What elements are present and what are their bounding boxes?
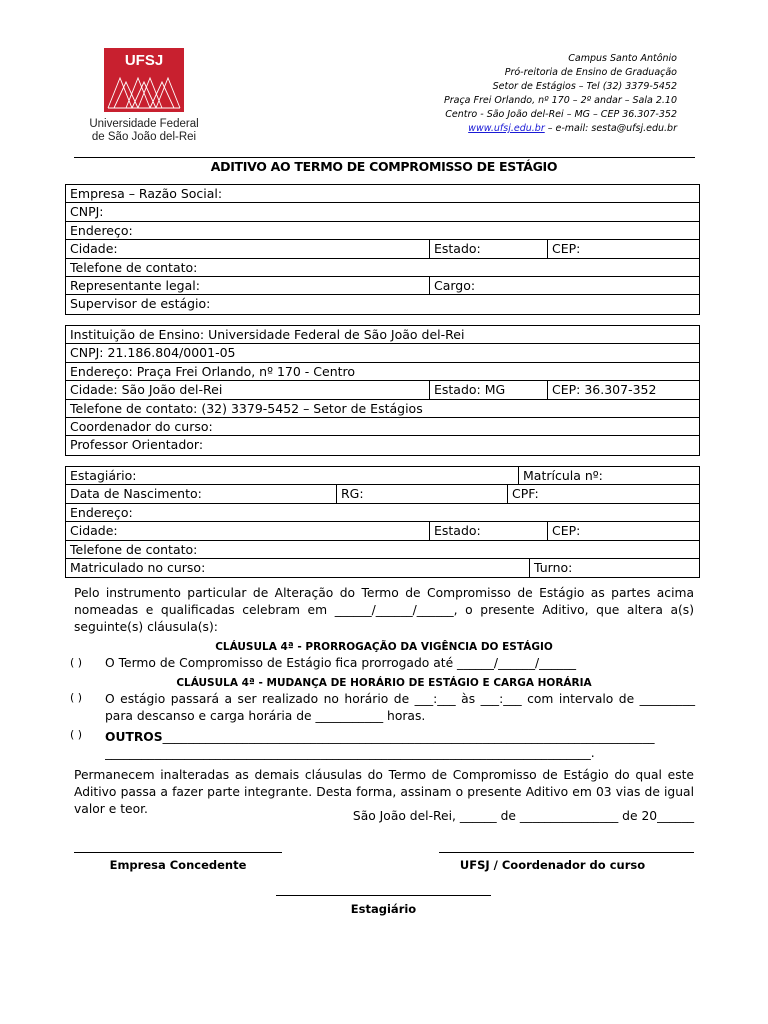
field-cep-empresa[interactable]: CEP:	[547, 240, 699, 257]
row-cidade-empresa	[66, 240, 699, 258]
clause-horario-title: CLÁUSULA 4ª - MUDANÇA DE HORÁRIO DE ESTÁGIO E CARGA HORÁRIA	[176, 677, 592, 689]
signature-label-estagiario: Estagiário	[350, 902, 417, 916]
header-campus: Campus Santo Antônio	[568, 53, 677, 64]
field-estado-ufsj: Estado: MG	[429, 381, 547, 398]
field-cidade-empresa[interactable]: Cidade:	[70, 241, 118, 257]
row-estagiario	[66, 467, 699, 485]
row-representante	[66, 277, 699, 295]
clause-prorrogacao-title: CLÁUSULA 4ª - PRORROGAÇÃO DA VIGÊNCIA DO ESTÁGIO	[215, 641, 553, 653]
header-contact-block	[377, 52, 677, 136]
logo-mark: UFSJ	[124, 52, 164, 69]
row-cidade-estagiario	[66, 522, 699, 540]
field-cpf[interactable]: CPF:	[507, 485, 699, 502]
field-razao-social[interactable]	[66, 185, 699, 203]
checkbox-outros[interactable]: ( )	[70, 728, 83, 741]
field-endereco-empresa[interactable]	[66, 222, 699, 240]
label-instituicao: Instituição de Ensino: Universidade Federal de São João del-Rei	[70, 327, 465, 342]
field-estado-estagiario[interactable]: Estado:	[429, 522, 547, 539]
field-instituicao	[66, 326, 699, 344]
field-endereco-ufsj	[66, 363, 699, 381]
field-professor[interactable]	[66, 436, 699, 454]
field-supervisor[interactable]	[66, 295, 699, 313]
checkbox-prorrogacao[interactable]: ( )	[70, 656, 83, 669]
label-cnpj-ufsj: CNPJ: 21.186.804/0001-05	[70, 345, 236, 361]
header-city: Centro - São João del-Rei – MG – CEP 36.307-352	[445, 109, 677, 120]
signature-line-ufsj[interactable]	[439, 852, 694, 853]
empresa-section	[65, 184, 700, 315]
estagiario-section	[65, 466, 700, 578]
date-line[interactable]: São João del-Rei, ______ de ________________ de 20______	[352, 809, 694, 823]
field-cidade-ufsj: Cidade: São João del-Rei	[70, 382, 223, 398]
row-curso	[66, 559, 699, 577]
label-telefone-empresa: Telefone de contato:	[70, 259, 198, 275]
logo-name-line1: Universidade Federal	[89, 118, 199, 130]
field-coordenador[interactable]	[66, 418, 699, 436]
label-coordenador: Coordenador do curso:	[70, 418, 213, 434]
outros-blank1: ________________________________________________________________________________	[162, 730, 655, 744]
header-setor: Setor de Estágios – Tel (32) 3379-5452	[492, 81, 677, 92]
field-cargo[interactable]: Cargo:	[429, 277, 699, 294]
label-endereco-empresa: Endereço:	[70, 222, 133, 238]
field-estado-empresa[interactable]: Estado:	[429, 240, 547, 257]
field-cnpj-empresa[interactable]	[66, 203, 699, 221]
signature-label-empresa: Empresa Concedente	[109, 858, 247, 872]
field-rg[interactable]: RG:	[336, 485, 507, 502]
ufsj-logo	[84, 48, 204, 144]
header-email: – e-mail: sesta@ufsj.edu.br	[544, 123, 677, 134]
signature-line-empresa[interactable]	[74, 852, 282, 853]
header-web-line	[377, 122, 677, 136]
logo-name-line2: de São João del-Rei	[91, 131, 197, 143]
label-supervisor: Supervisor de estágio:	[70, 296, 211, 312]
field-cidade-estagiario[interactable]: Cidade:	[70, 523, 118, 539]
label-telefone-ufsj: Telefone de contato: (32) 3379-5452 – Setor de Estágios	[70, 400, 423, 416]
row-nascimento	[66, 485, 699, 503]
field-telefone-ufsj	[66, 400, 699, 418]
header-pro-reitoria: Pró-reitoria de Ensino de Graduação	[504, 67, 677, 78]
field-cep-ufsj: CEP: 36.307-352	[547, 381, 699, 398]
header-address: Praça Frei Orlando, nº 170 – 2º andar – Sala 2.10	[444, 95, 677, 106]
checkbox-horario[interactable]: ( )	[70, 691, 83, 704]
closing-paragraph: Permanecem inalteradas as demais cláusulas do Termo de Compromisso de Estágio do qual este Aditivo passa a fazer parte integrante. Desta forma, assinam o presente Aditivo em 03 vias de igual valor e teor.	[74, 768, 694, 816]
header-divider	[74, 157, 695, 158]
outros-line2[interactable]: _______________________________________________________________________________.	[105, 746, 595, 760]
website-link[interactable]: www.ufsj.edu.br	[468, 123, 545, 134]
clause-horario-text: O estágio passará a ser realizado no horário de ___:___ às ___:___ com intervalo de _________ para descanso e carga horária de ___________ horas.	[105, 692, 695, 723]
field-turno[interactable]: Turno:	[529, 559, 699, 577]
label-professor: Professor Orientador:	[70, 437, 204, 453]
field-representante[interactable]: Representante legal:	[70, 277, 200, 293]
field-cep-estagiario[interactable]: CEP:	[547, 522, 699, 539]
signature-line-estagiario[interactable]	[276, 895, 491, 896]
field-matricula[interactable]: Matrícula nº:	[518, 467, 699, 484]
label-telefone-estagiario: Telefone de contato:	[70, 541, 198, 557]
field-estagiario[interactable]: Estagiário:	[70, 468, 137, 483]
intro-paragraph: Pelo instrumento particular de Alteração do Termo de Compromisso de Estágio as partes acima nomeadas e qualificadas celebram em ______/______/______, o presente Aditivo, que altera a(s) seguinte(s) cláusula(s):	[74, 586, 694, 634]
instituicao-section	[65, 325, 700, 456]
label-razao-social: Empresa – Razão Social:	[70, 186, 223, 201]
label-endereco-ufsj: Endereço: Praça Frei Orlando, nº 170 - Centro	[70, 363, 356, 379]
label-endereco-estagiario: Endereço:	[70, 504, 133, 520]
signature-label-ufsj: UFSJ / Coordenador do curso	[459, 858, 646, 872]
outros-line1[interactable]	[105, 729, 690, 746]
field-nascimento[interactable]: Data de Nascimento:	[70, 486, 202, 502]
outros-label: OUTROS	[105, 730, 163, 744]
field-endereco-estagiario[interactable]	[66, 504, 699, 522]
clause-prorrogacao-text: O Termo de Compromisso de Estágio fica prorrogado até ______/______/______	[105, 656, 576, 670]
field-curso[interactable]: Matriculado no curso:	[70, 559, 206, 575]
document-title: ADITIVO AO TERMO DE COMPROMISSO DE ESTÁGIO	[210, 159, 558, 174]
field-telefone-estagiario[interactable]	[66, 541, 699, 559]
field-cnpj-ufsj	[66, 344, 699, 362]
row-cidade-ufsj	[66, 381, 699, 399]
field-telefone-empresa[interactable]	[66, 259, 699, 277]
label-cnpj-empresa: CNPJ:	[70, 204, 104, 220]
ufsj-logo-icon	[104, 48, 184, 112]
